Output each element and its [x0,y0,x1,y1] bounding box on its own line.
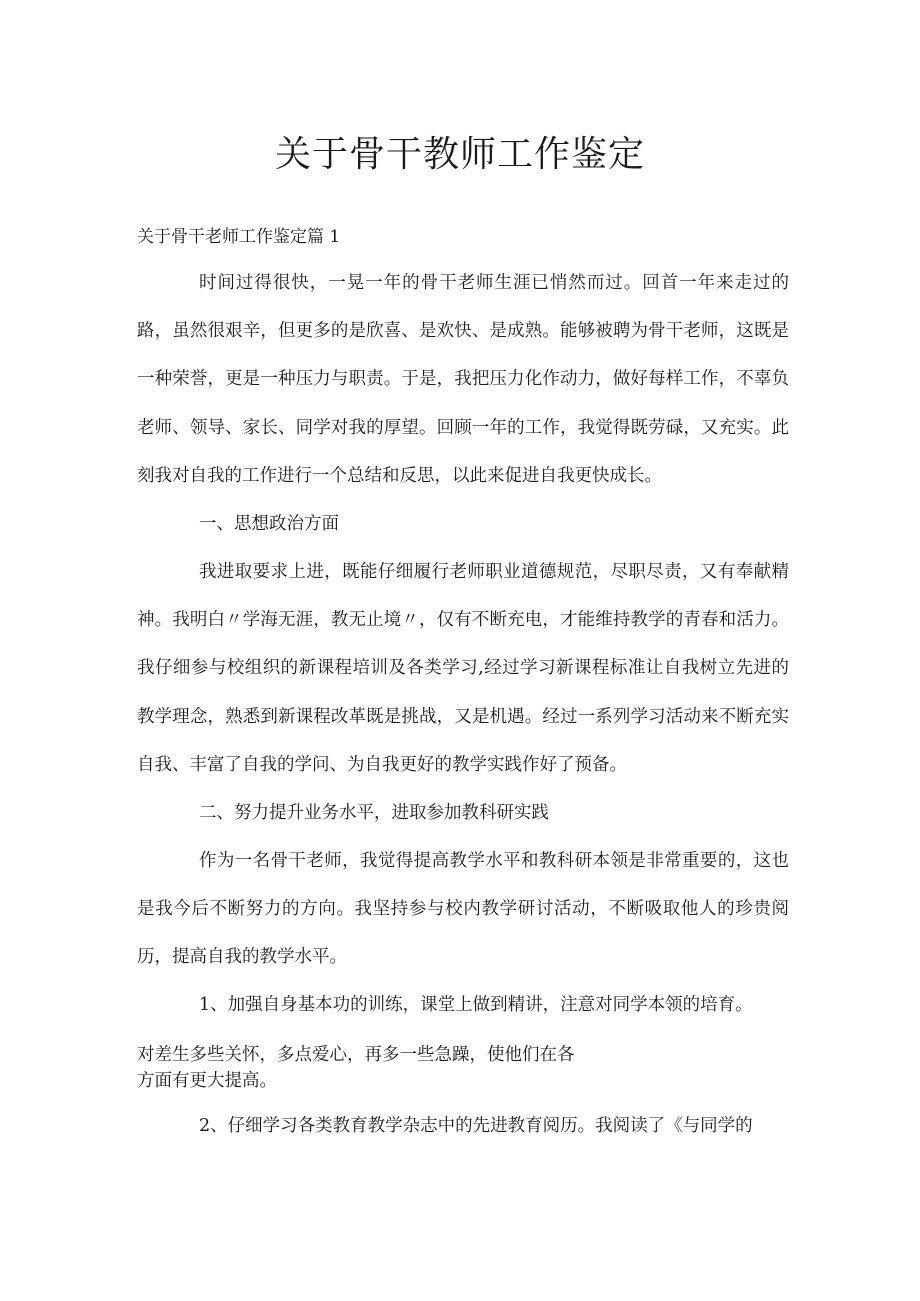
paragraph-intro: 时间过得很快，一晃一年的骨干老师生涯已悄然而过。回首一年来走过的路，虽然很艰辛，但更多的是欣喜、是欢快、是成熟。能够被聘为骨干老师，这既是一种荣誉，更是一种压力与职责。于是，我把压力化作动力，做好每样工作，不辜负老师、领导、家长、同学对我的厚望。回顾一年的工作，我觉得既劳碌，又充实。此刻我对自我的工作进行一个总结和反思，以此来促进自我更快成长。 [137,273,789,486]
paragraph-line-a: 对差生多些关怀，多点爱心，再多一些急躁，使他们在各 [137,1045,575,1065]
paragraph-politics: 我进取要求上进，既能仔细履行老师职业道德规范，尽职尽责，又有奉献精神。我明白〃学海无涯，教无止境〃，仅有不断充电，才能维持教学的青春和活力。我仔细参与校组织的新课程培训及各类学习,经过学习新课程标准让自我树立先进的教学理念，熟悉到新课程改革既是挑战，又是机遇。经过一系列学习活动来不断充实自我、丰富了自我的学问、为自我更好的教学实践作好了预备。 [137,562,789,775]
document-title: 关于骨干教师工作鉴定 [274,134,645,175]
paragraph-teaching: 作为一名骨干老师，我觉得提高教学水平和教科研本领是非常重要的，这也是我今后不断努力的方向。我坚持参与校内教学研讨活动，不断吸取他人的珍贵阅历，提高自我的教学水平。 [137,851,789,968]
paragraph-line-b: 方面有更大提高。 [137,1071,277,1091]
list-item-1: 1、加强自身基本功的训练，课堂上做到精讲，注意对同学本领的培育。 [199,995,753,1015]
article-subheading: 关于骨干老师工作鉴定篇 1 [137,227,341,247]
list-item-2: 2、仔细学习各类教育教学杂志中的先进教育阅历。我阅读了《与同学的 [199,1116,753,1136]
section-heading-teaching: 二、努力提升业务水平，进取参加教科研实践 [199,803,549,823]
section-heading-politics: 一、思想政治方面 [199,514,339,534]
